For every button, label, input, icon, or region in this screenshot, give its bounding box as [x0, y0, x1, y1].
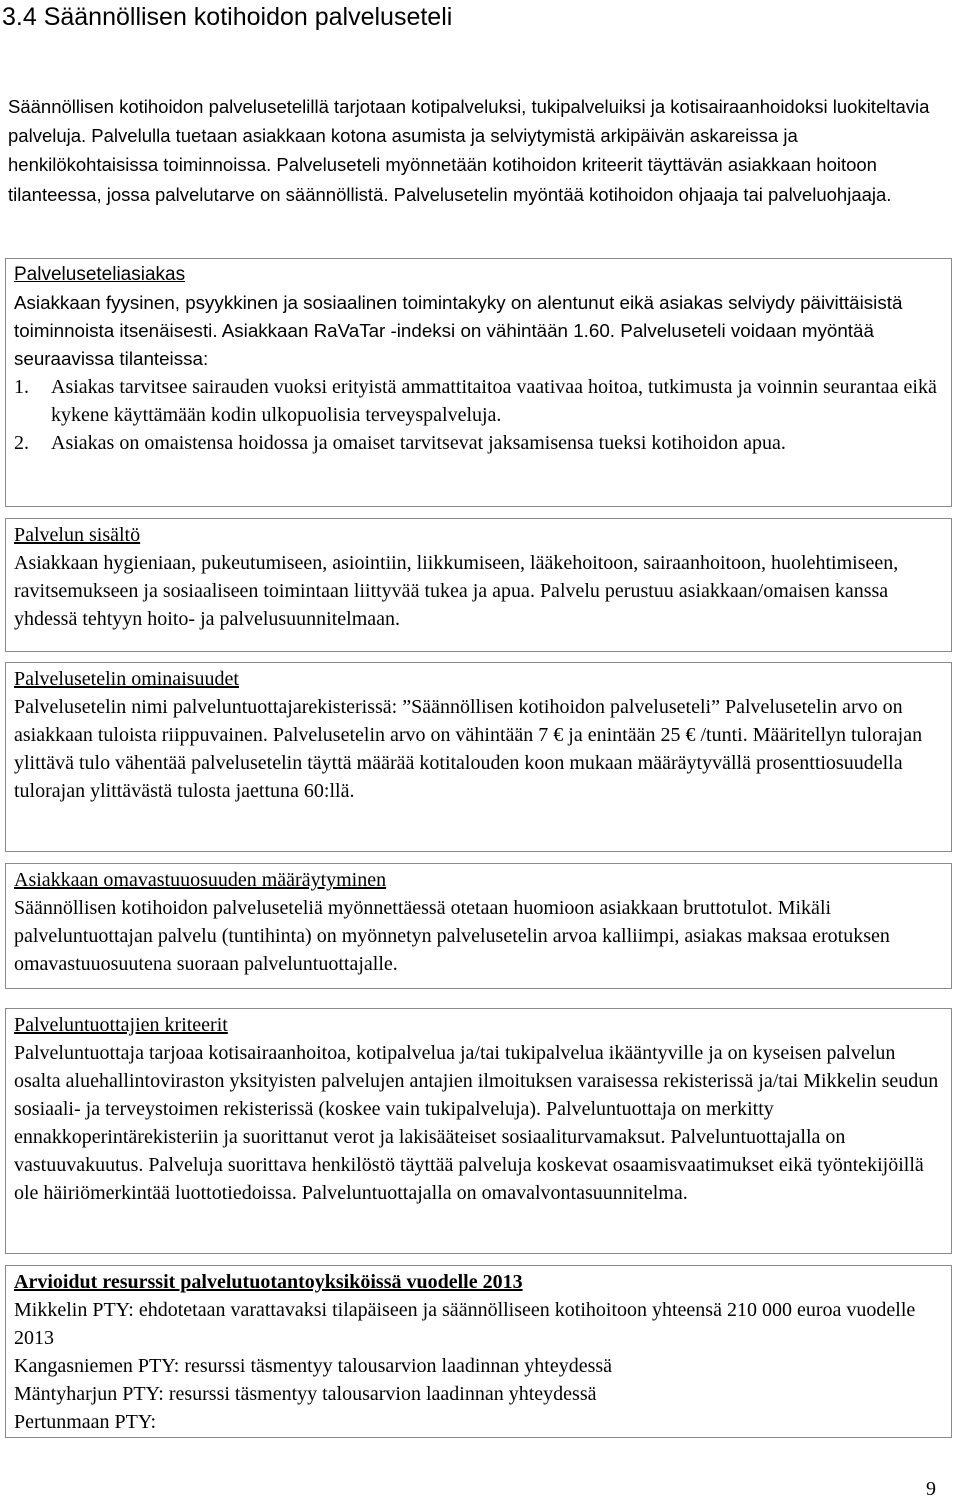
list-item: 1. Asiakas tarvitsee sairauden vuoksi erityistä ammattitaitoa vaativaa hoitoa, tutkimusta ja voinnin seurantaa eikä kykene käyttämään kodin ulkopuolisia terveyspalveluja. [14, 376, 937, 426]
content-box [5, 518, 952, 652]
client-title: Palveluseteliasiakas [14, 264, 186, 285]
resources-box [5, 1265, 952, 1438]
criteria-text: Palveluntuottaja tarjoaa kotisairaanhoitoa, kotipalvelua ja/tai tukipalvelua ikääntyville ja on kyseisen palvelun osalta aluehallintoviraston yksityisten palvelujen antajien ilmoituksen varaisessa rekisterissä ja/tai Mikkelin seudun sosiaali- ja terveystoimen rekisterissä (koskee vain tukipalveluja). Palveluntuottaja on merkitty ennakkoperintärekisteriin ja suorittanut verot ja lakisääteiset sosiaaliturvamaksut. Palveluntuottajalla on vastuuvakuutus. Palveluja suorittava henkilöstö täyttää palveluja koskevat osaamisvaatimukset eikä työntekijöillä ole häiriömerkintää luottotiedoissa. Palveluntuottajalla on omavalvontasuunnitelma. [14, 1042, 939, 1204]
client-conditions-list [14, 373, 943, 457]
liability-title: Asiakkaan omavastuuosuuden määräytyminen [14, 869, 387, 891]
resources-line-mikkeli: Mikkelin PTY: ehdotetaan varattavaksi tilapäiseen ja säännölliseen kotihoitoon yhteensä 210 000 euroa vuodelle 2013 [14, 1299, 916, 1349]
client-text: Asiakkaan fyysinen, psyykkinen ja sosiaalinen toimintakyky on alentunut eikä asiakas selviydy päivittäisistä toiminnoista itsenäisesti. Asiakkaan RaVaTar -indeksi on vähintään 1.60. Palveluseteli voidaan myöntää seuraavissa tilanteissa: [14, 292, 903, 369]
resources-line-kangasniemi: Kangasniemen PTY: resurssi täsmentyy talousarvion laadinnan yhteydessä [14, 1355, 613, 1377]
properties-box [5, 662, 952, 852]
resources-title: Arvioidut resurssit palvelutuotantoyksiköissä vuodelle 2013 [14, 1271, 523, 1293]
client-box [5, 258, 952, 507]
list-item: 2. Asiakas on omaistensa hoidossa ja omaiset tarvitsevat jaksamisensa tueksi kotihoidon apua. [14, 432, 786, 454]
criteria-box [5, 1008, 952, 1254]
criteria-title: Palveluntuottajien kriteerit [14, 1014, 228, 1036]
content-text: Asiakkaan hygieniaan, pukeutumiseen, asiointiin, liikkumiseen, lääkehoitoon, sairaanhoitoon, huolehtimiseen, ravitsemukseen ja sosiaaliseen toimintaan liittyvää tukea ja apua. Palvelu perustuu asiakkaan/omaisen kanssa yhdessä tehtyyn hoito- ja palvelusuunnitelmaan. [14, 552, 899, 630]
section-heading: 3.4 Säännöllisen kotihoidon palveluseteli [2, 3, 453, 31]
liability-box [5, 863, 952, 989]
resources-line-pertunmaa: Pertunmaan PTY: [14, 1411, 157, 1433]
page-number: 9 [926, 1478, 936, 1500]
resources-line-mantyharju: Mäntyharjun PTY: resurssi täsmentyy talousarvion laadinnan yhteydessä [14, 1383, 597, 1405]
intro-paragraph: Säännöllisen kotihoidon palvelusetelillä tarjotaan kotipalveluksi, tukipalveluiksi ja kotisairaanhoidoksi luokiteltavia palveluja. Palvelulla tuetaan asiakkaan kotona asumista ja selviytymistä arkipäivän askareissa ja henkilökohtaisissa toiminnoissa. Palveluseteli myönnetään kotihoidon kriteerit täyttävän asiakkaan hoitoon tilanteessa, jossa palvelutarve on säännöllistä. Palvelusetelin myöntää kotihoidon ohjaaja tai palveluohjaaja. [8, 96, 930, 205]
properties-text: Palvelusetelin nimi palveluntuottajarekisterissä: ”Säännöllisen kotihoidon palveluseteli” Palvelusetelin arvo on asiakkaan tuloista riippuvainen. Palvelusetelin arvo on vähintään 7 € ja enintään 25 € /tunti. Määritellyn tulorajan ylittävä tulo vähentää palvelusetelin täyttä määrää kotitalouden koon mukaan määräytyvällä prosenttiosuudella tulorajan ylittävästä tulosta jaettuna 60:llä. [14, 696, 923, 802]
properties-title: Palvelusetelin ominaisuudet [14, 668, 239, 690]
content-title: Palvelun sisältö [14, 524, 141, 546]
liability-text: Säännöllisen kotihoidon palveluseteliä myönnettäessä otetaan huomioon asiakkaan bruttotulot. Mikäli palveluntuottajan palvelu (tuntihinta) on myönnetyn palvelusetelin arvoa kalliimpi, asiakas maksaa erotuksen omavastuuosuutena suoraan palveluntuottajalle. [14, 897, 890, 975]
